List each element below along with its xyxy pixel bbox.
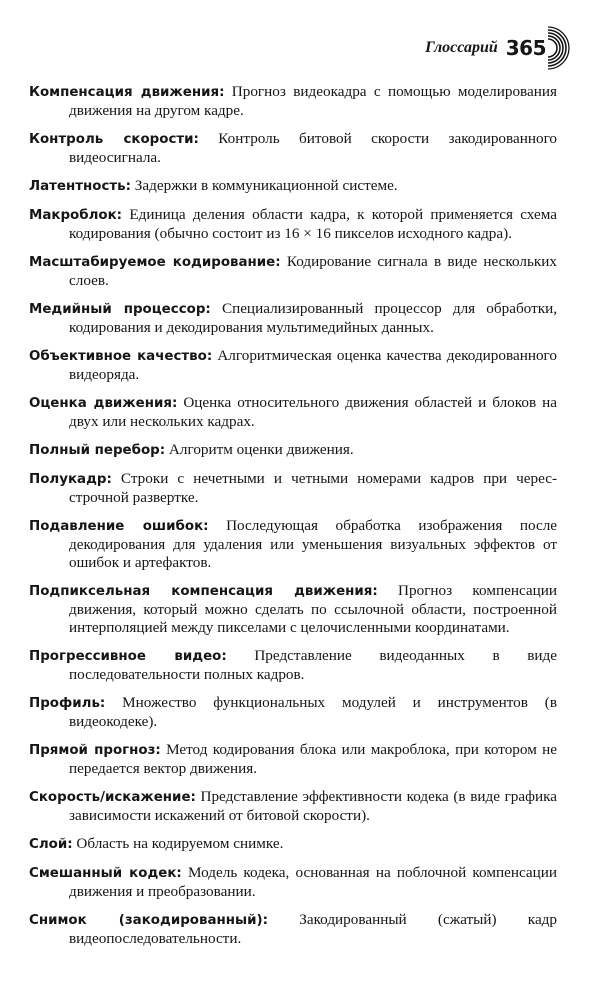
glossary-definition: Представление видеоданных в виде последовательности полных кадров. (69, 647, 558, 683)
glossary-term: Снимок (закодированный): (29, 913, 268, 928)
glossary-entry (29, 130, 557, 167)
glossary-entry (29, 517, 557, 572)
glossary-definition: Модель кодека, основанная на поблочной компенсации движения и преобразовании. (69, 864, 557, 900)
glossary-term: Подавление ошибок: (29, 519, 209, 534)
glossary-definition: Алгоритм оценки движения. (168, 441, 354, 458)
glossary-entry (29, 177, 557, 196)
glossary-entry (29, 206, 557, 243)
glossary-entry (29, 582, 557, 637)
glossary-term: Профиль: (29, 696, 106, 711)
glossary-entry (29, 835, 557, 854)
glossary-term: Макроблок: (29, 208, 123, 223)
glossary-entry (29, 741, 557, 778)
glossary-term: Подпиксельная компенсация движения: (29, 584, 378, 599)
glossary-definition: Алгоритмическая оценка качества декодированного видеоряда. (69, 347, 557, 383)
glossary-term: Объективное качество: (29, 349, 213, 364)
glossary-definition: Оценка относительного движения областей и блоков на двух или нескольких кадрах. (69, 394, 557, 430)
concentric-arc-icon (548, 26, 570, 70)
glossary-entry (29, 788, 557, 825)
glossary-term: Латентность: (29, 179, 131, 194)
glossary-definition: Область на кодируемом снимке. (76, 835, 284, 852)
glossary-entry (29, 470, 557, 507)
glossary-term: Прямой прогноз: (29, 743, 161, 758)
glossary-definition: Специализированный процессор для обработки, кодирования и декодирования мультимедийных данных. (69, 300, 558, 336)
glossary-term: Прогрессивное видео: (29, 649, 227, 664)
glossary-definition: Кодирование сигнала в виде нескольких слоев. (69, 253, 558, 289)
glossary-entry (29, 394, 557, 431)
glossary-definition: Множество функциональных модулей и инструментов (в видеокодеке). (69, 694, 557, 730)
glossary-definition: Прогноз компенсации движения, который можно сделать по ссылочной области, построенной интерполяцией между пикселами с целочисленными координатами. (69, 582, 557, 636)
glossary-entry (29, 647, 557, 684)
glossary-term: Контроль скорости: (29, 132, 199, 147)
page-header (425, 26, 570, 70)
glossary-list (29, 83, 557, 958)
glossary-term: Слой: (29, 837, 73, 852)
page-number: 365 (505, 36, 546, 60)
glossary-entry (29, 441, 557, 460)
glossary-entry (29, 347, 557, 384)
glossary-entry (29, 864, 557, 901)
glossary-term: Скорость/искажение: (29, 790, 196, 805)
glossary-definition: Контроль битовой скорости закодированного видеосигнала. (69, 130, 558, 166)
glossary-term: Смешанный кодек: (29, 866, 182, 881)
glossary-definition: Единица деления области кадра, к которой применяется схема кодирования (обычно состоит из 16 × 16 пикселов исходного кадра). (69, 206, 557, 242)
glossary-term: Полукадр: (29, 472, 112, 487)
glossary-entry (29, 83, 557, 120)
glossary-definition: Прогноз видеокадра с помощью моделирования движения на другом кадре. (69, 83, 557, 119)
glossary-entry (29, 253, 557, 290)
glossary-entry (29, 300, 557, 337)
glossary-term: Масштабируемое кодирование: (29, 255, 281, 270)
glossary-entry (29, 911, 557, 948)
glossary-term: Компенсация движения: (29, 85, 225, 100)
running-title: Глоссарий (425, 39, 498, 56)
glossary-definition: Последующая обработка изображения после декодирования для удаления или уменьшения визуальных эффектов от ошибок и артефактов. (69, 517, 558, 571)
glossary-definition: Представление эффективности кодека (в виде графика зависимости искажений от битовой скорости). (69, 788, 557, 824)
glossary-definition: Метод кодирования блока или макроблока, при котором не передается вектор движения. (69, 741, 557, 777)
glossary-definition: Строки с нечетными и четными номерами кадров при чересстрочной развертке. (69, 470, 558, 506)
glossary-term: Медийный процессор: (29, 302, 211, 317)
glossary-definition: Закодированный (сжатый) кадр видеопоследовательности. (69, 911, 558, 947)
glossary-term: Оценка движения: (29, 396, 178, 411)
glossary-term: Полный перебор: (29, 443, 166, 458)
glossary-entry (29, 694, 557, 731)
glossary-definition: Задержки в коммуникационной системе. (134, 177, 398, 194)
